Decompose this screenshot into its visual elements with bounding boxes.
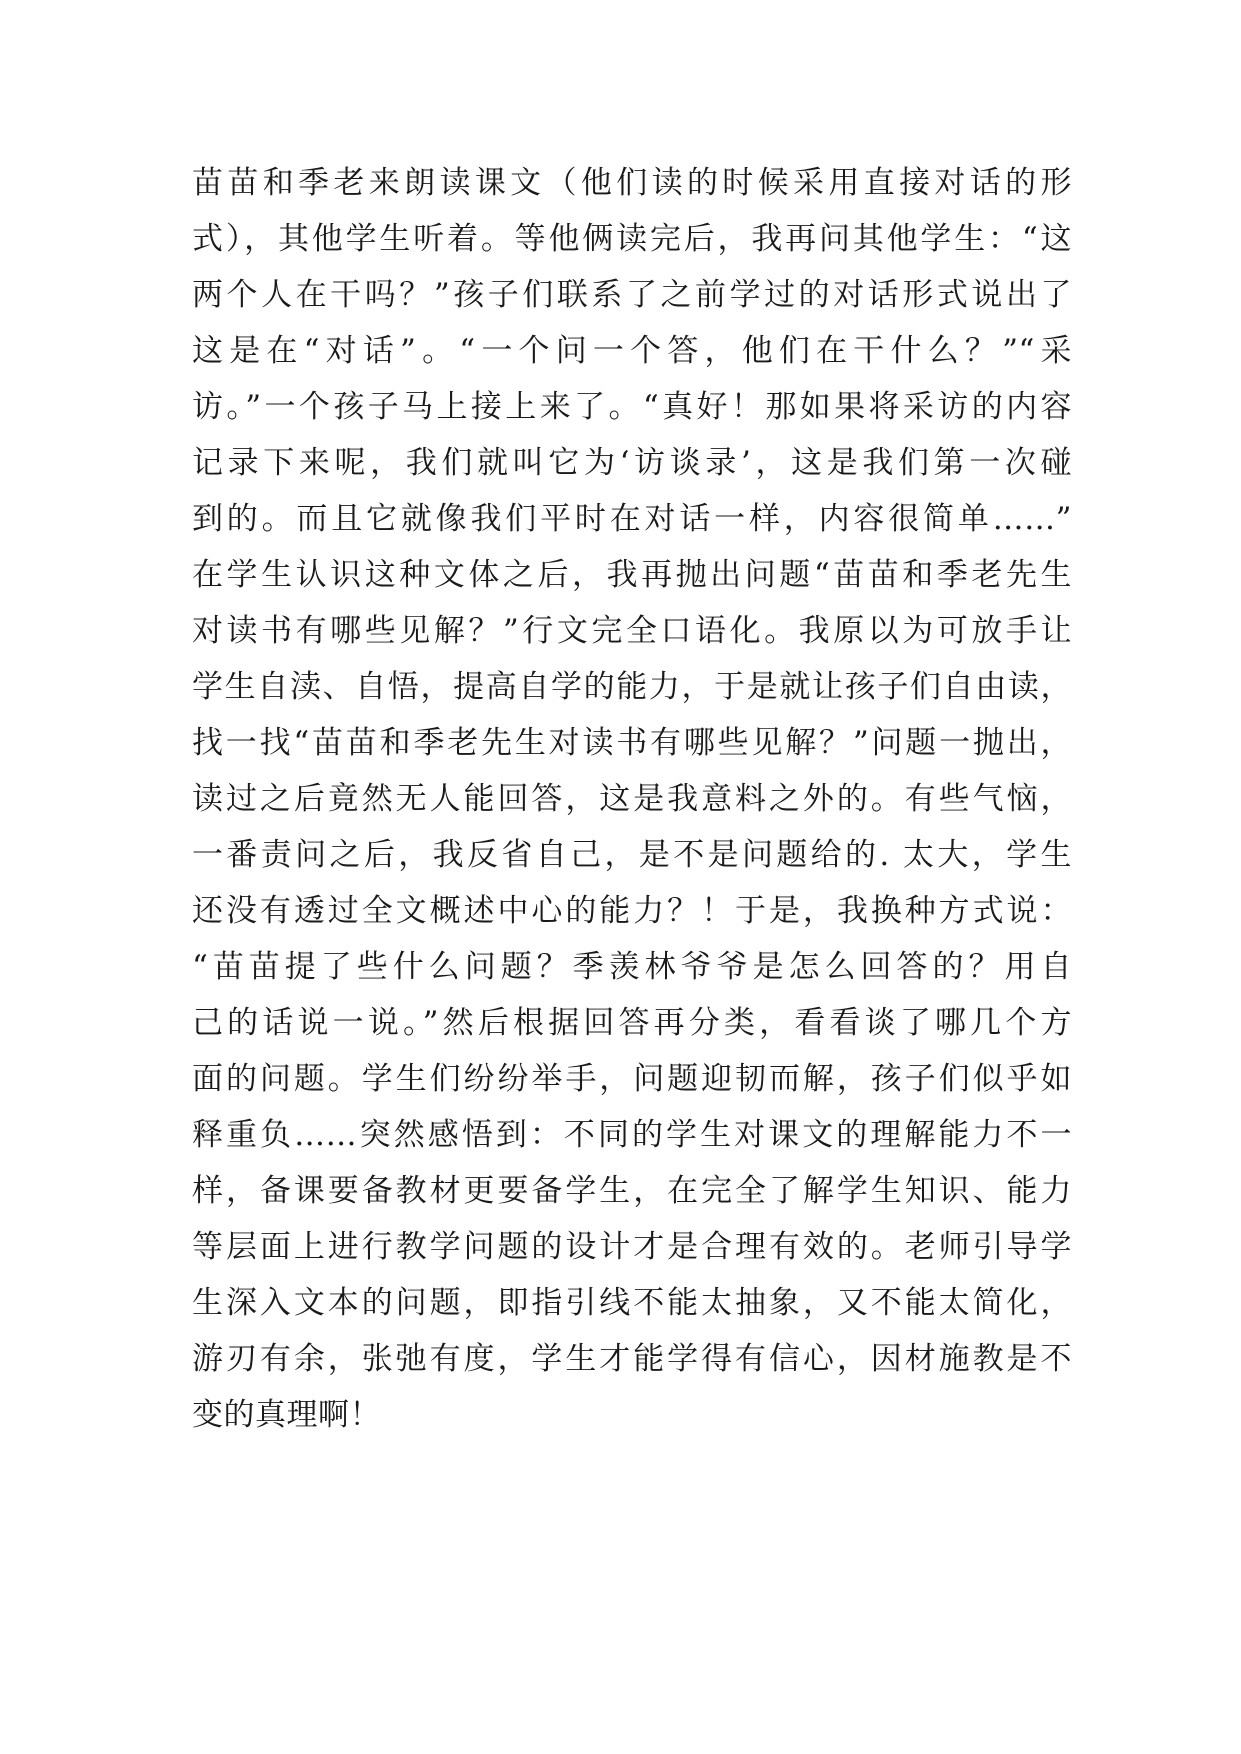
text-line: 记录下来呢，我们就叫它为‘访谈录’，这是我们第一次碰 [192, 445, 1072, 481]
text-line: 一番责问之后，我反省自己，是不是问题给的. 太大，学生 [192, 837, 1072, 873]
text-line: 到的。而且它就像我们平时在对话一样，内容很简单……” [192, 501, 1072, 537]
text-line: 两个人在干吗？”孩子们联系了之前学过的对话形式说出了 [192, 277, 1072, 313]
text-line: 读过之后竟然无人能回答，这是我意料之外的。有些气恼， [192, 781, 1072, 817]
text-line: 式），其他学生听着。等他俩读完后，我再问其他学生：“这 [192, 221, 1072, 257]
text-line: 还没有透过全文概述中心的能力？！于是，我换种方式说： [192, 893, 1072, 929]
text-line: 等层面上进行教学问题的设计才是合理有效的。老师引导学 [192, 1229, 1072, 1265]
text-line: 变的真理啊！ [192, 1397, 381, 1433]
text-line: 苗苗和季老来朗读课文（他们读的时候采用直接对话的形 [192, 165, 1072, 201]
text-line: 己的话说一说。”然后根据回答再分类，看看谈了哪几个方 [192, 1005, 1072, 1041]
text-line: “苗苗提了些什么问题？季羡林爷爷是怎么回答的？用自 [192, 949, 1072, 985]
text-line: 面的问题。学生们纷纷举手，问题迎韧而解，孩子们似乎如 [192, 1061, 1072, 1097]
text-line: 释重负……突然感悟到：不同的学生对课文的理解能力不一 [192, 1117, 1072, 1153]
text-line: 游刃有余，张弛有度，学生才能学得有信心，因材施教是不 [192, 1341, 1072, 1377]
text-line: 学生自渎、自悟，提高自学的能力，于是就让孩子们自由读， [192, 669, 1072, 705]
text-line: 生深入文本的问题，即指引线不能太抽象，又不能太简化， [192, 1285, 1072, 1321]
text-line: 找一找“苗苗和季老先生对读书有哪些见解？”问题一抛出， [192, 725, 1072, 761]
text-line: 访。”一个孩子马上接上来了。“真好！那如果将采访的内容 [192, 389, 1072, 425]
text-line: 在学生认识这种文体之后，我再抛出问题“苗苗和季老先生 [192, 557, 1072, 593]
text-line: 这是在“对话”。“一个问一个答，他们在干什么？”“采 [192, 333, 1072, 369]
body-paragraph [192, 155, 1072, 1443]
text-line: 对读书有哪些见解？”行文完全口语化。我原以为可放手让 [192, 613, 1072, 649]
text-line: 样，备课要备教材更要备学生，在完全了解学生知识、能力 [192, 1173, 1072, 1209]
